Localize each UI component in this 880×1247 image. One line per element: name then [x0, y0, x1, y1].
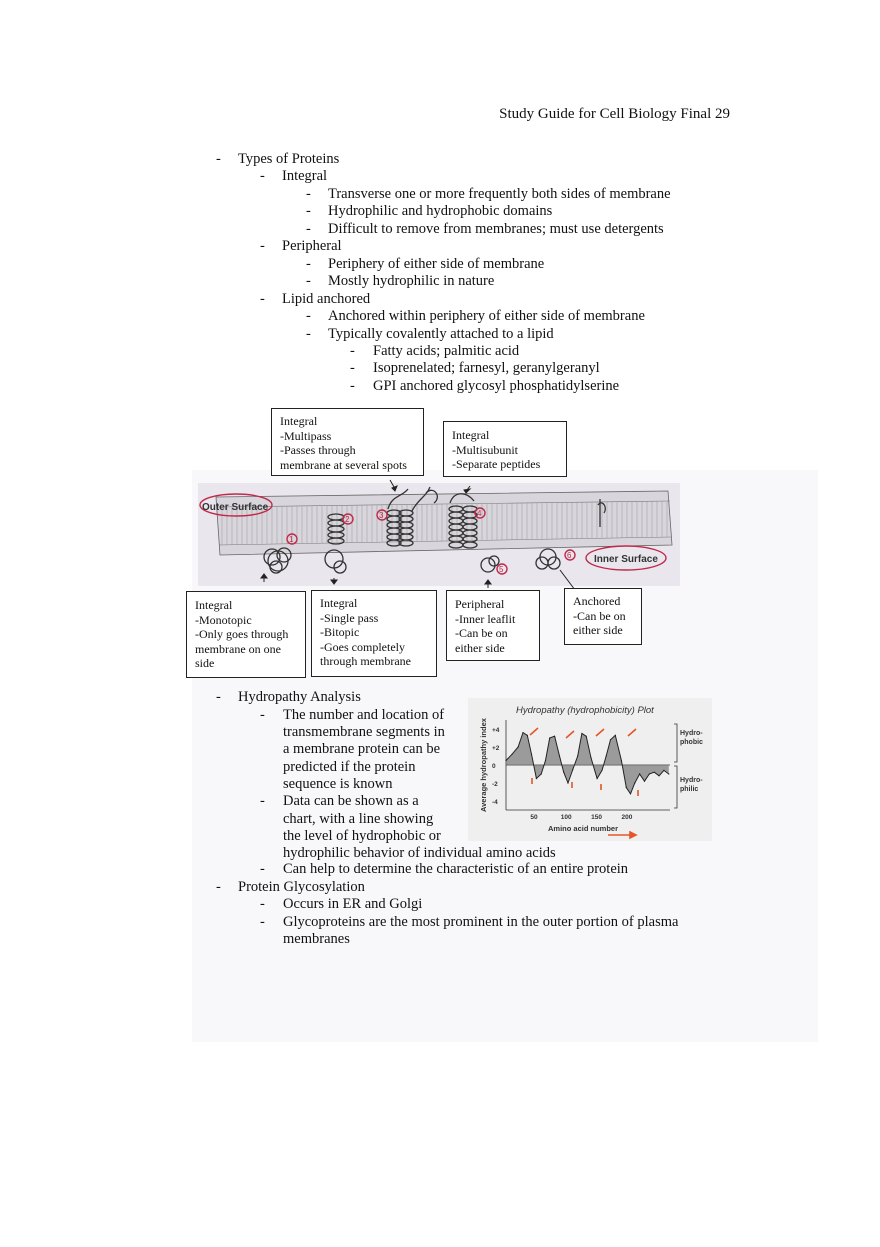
hydropathy-title: Hydropathy Analysis [238, 689, 361, 705]
data-point [527, 735, 528, 736]
y-tick-label: 0 [492, 763, 496, 770]
region-label: phobic [680, 739, 703, 746]
hydropathy-item1: sequence is known [283, 776, 393, 792]
annotation-number: 5 [499, 565, 504, 574]
data-point [639, 773, 640, 774]
data-point [606, 755, 607, 756]
chart-title: Hydropathy (hydrophobicity) Plot [516, 705, 654, 716]
chart-ylabel: Average hydropathy index [479, 718, 488, 812]
hydropathy-item2: chart, with a line showing [283, 811, 434, 827]
glycosylation-title: Protein Glycosylation [238, 879, 365, 895]
box-line: membrane on one [195, 641, 281, 656]
box-integral-single-pass [311, 590, 437, 677]
box-line: through membrane [320, 654, 411, 668]
data-point [581, 733, 582, 734]
region-label: philic [680, 786, 699, 793]
y-tick-label: -2 [492, 781, 498, 788]
inner-surface-label: Inner Surface [594, 554, 658, 565]
data-point [590, 757, 591, 758]
x-tick-label: 50 [530, 814, 538, 821]
data-point [518, 746, 519, 747]
hydropathy-item1: The number and location of [283, 707, 445, 723]
hydropathy-item1: a membrane protein can be [283, 741, 441, 757]
lipid-item: Anchored within periphery of either side of membrane [328, 308, 645, 324]
data-point [644, 781, 645, 782]
box-line: side [195, 656, 215, 670]
data-point [531, 754, 532, 755]
data-point [668, 773, 669, 774]
hydropathy-item2: the level of hydrophobic or [283, 828, 441, 844]
integral-item: Difficult to remove from membranes; must use detergents [328, 221, 664, 237]
data-point [559, 755, 560, 756]
data-point [572, 769, 573, 770]
box-line: Integral [452, 428, 490, 442]
chart-xlabel: Amino acid number [548, 824, 619, 833]
box-line: -Bitopic [320, 625, 360, 639]
y-tick-label: +2 [492, 745, 500, 752]
box-line: either side [573, 623, 623, 637]
data-point [649, 773, 650, 774]
box-line: -Monotopic [195, 612, 252, 627]
box-integral-multisubunit [443, 421, 567, 477]
box-line: -Can be on [573, 608, 626, 623]
data-point [654, 772, 655, 773]
data-point [626, 787, 627, 788]
box-line: -Multipass [280, 428, 332, 443]
y-tick-label: +4 [492, 727, 500, 734]
page-header: Study Guide for Cell Biology Final 29 [499, 106, 730, 122]
lipid-subitem: Fatty acids; palmitic acid [373, 343, 520, 359]
box-line: membrane at several spots [280, 457, 407, 472]
data-point [511, 754, 512, 755]
hydropathy-item1: predicted if the protein [283, 759, 416, 775]
box-line: Anchored [573, 594, 621, 608]
box-line: -Separate peptides [452, 457, 541, 471]
box-line: either side [455, 640, 505, 655]
box-anchored [564, 588, 642, 645]
data-point [663, 770, 664, 771]
integral-item: Hydrophilic and hydrophobic domains [328, 203, 553, 219]
data-point [630, 793, 631, 794]
data-point [554, 736, 555, 737]
peripheral-item: Mostly hydrophilic in nature [328, 273, 495, 289]
data-point [615, 735, 616, 736]
glycosylation-item: Occurs in ER and Golgi [283, 896, 423, 912]
box-peripheral [446, 590, 540, 661]
hydropathy-chart [468, 698, 712, 841]
lipid-anchored-label: Lipid anchored [282, 291, 371, 307]
peripheral-item: Periphery of either side of membrane [328, 256, 545, 272]
box-line: -Passes through [280, 443, 356, 457]
peripheral-label: Peripheral [282, 238, 342, 254]
box-line: -Single pass [320, 610, 379, 625]
data-point [522, 732, 523, 733]
data-point [545, 760, 546, 761]
hydropathy-item3: Can help to determine the characteristic of an entire protein [283, 861, 629, 877]
data-point [577, 755, 578, 756]
outline-title: Types of Proteins [238, 151, 340, 167]
annotation-number: 6 [567, 551, 572, 560]
data-point [658, 775, 659, 776]
hydropathy-item2: hydrophilic behavior of individual amino acids [283, 845, 556, 861]
box-line: Peripheral [455, 597, 505, 611]
region-label: Hydro- [680, 730, 703, 737]
hydropathy-item1: transmembrane segments in [283, 724, 445, 740]
annotation-number: 4 [477, 509, 482, 518]
y-tick-label: -4 [492, 799, 498, 806]
data-point [563, 772, 564, 773]
box-line: -Only goes through [195, 627, 289, 641]
annotation-number: 1 [289, 535, 294, 544]
data-point [586, 736, 587, 737]
hydropathy-item2: Data can be shown as a [283, 793, 419, 809]
annotation-number: 2 [345, 515, 350, 524]
lipid-subitem: Isoprenelated; farnesyl, geranylgeranyl [373, 360, 600, 376]
glycosylation-item: Glycoproteins are the most prominent in the outer portion of plasma [283, 914, 679, 930]
box-line: Integral [320, 596, 358, 610]
x-tick-label: 100 [560, 814, 572, 821]
data-point [621, 760, 622, 761]
box-line: Integral [195, 598, 233, 612]
box-line: -Goes completely [320, 639, 405, 654]
data-point [505, 760, 506, 761]
glycosylation-item: membranes [283, 931, 350, 947]
lipid-subitem: GPI anchored glycosyl phosphatidylserine [373, 378, 620, 394]
data-point [549, 737, 550, 738]
integral-label: Integral [282, 168, 328, 184]
x-tick-label: 200 [621, 814, 633, 821]
box-line: Integral [280, 414, 318, 428]
box-integral-monotopic [186, 591, 306, 678]
data-point [634, 782, 635, 783]
box-line: -Can be on [455, 626, 508, 640]
integral-item: Transverse one or more frequently both sides of membrane [328, 186, 671, 202]
data-point [601, 770, 602, 771]
annotation-number: 3 [379, 511, 384, 520]
region-label: Hydro- [680, 777, 703, 784]
box-line: -Multisubunit [452, 442, 519, 457]
data-point [597, 778, 598, 779]
data-point [541, 773, 542, 774]
data-point [536, 778, 537, 779]
lipid-item: Typically covalently attached to a lipid [328, 326, 554, 342]
box-integral-multipass [271, 408, 424, 476]
x-tick-label: 150 [591, 814, 602, 821]
data-point [610, 739, 611, 740]
data-point [567, 782, 568, 783]
chart-background [468, 698, 712, 841]
box-line: -Inner leaflit [455, 611, 516, 626]
outer-surface-label: Outer Surface [202, 502, 269, 513]
